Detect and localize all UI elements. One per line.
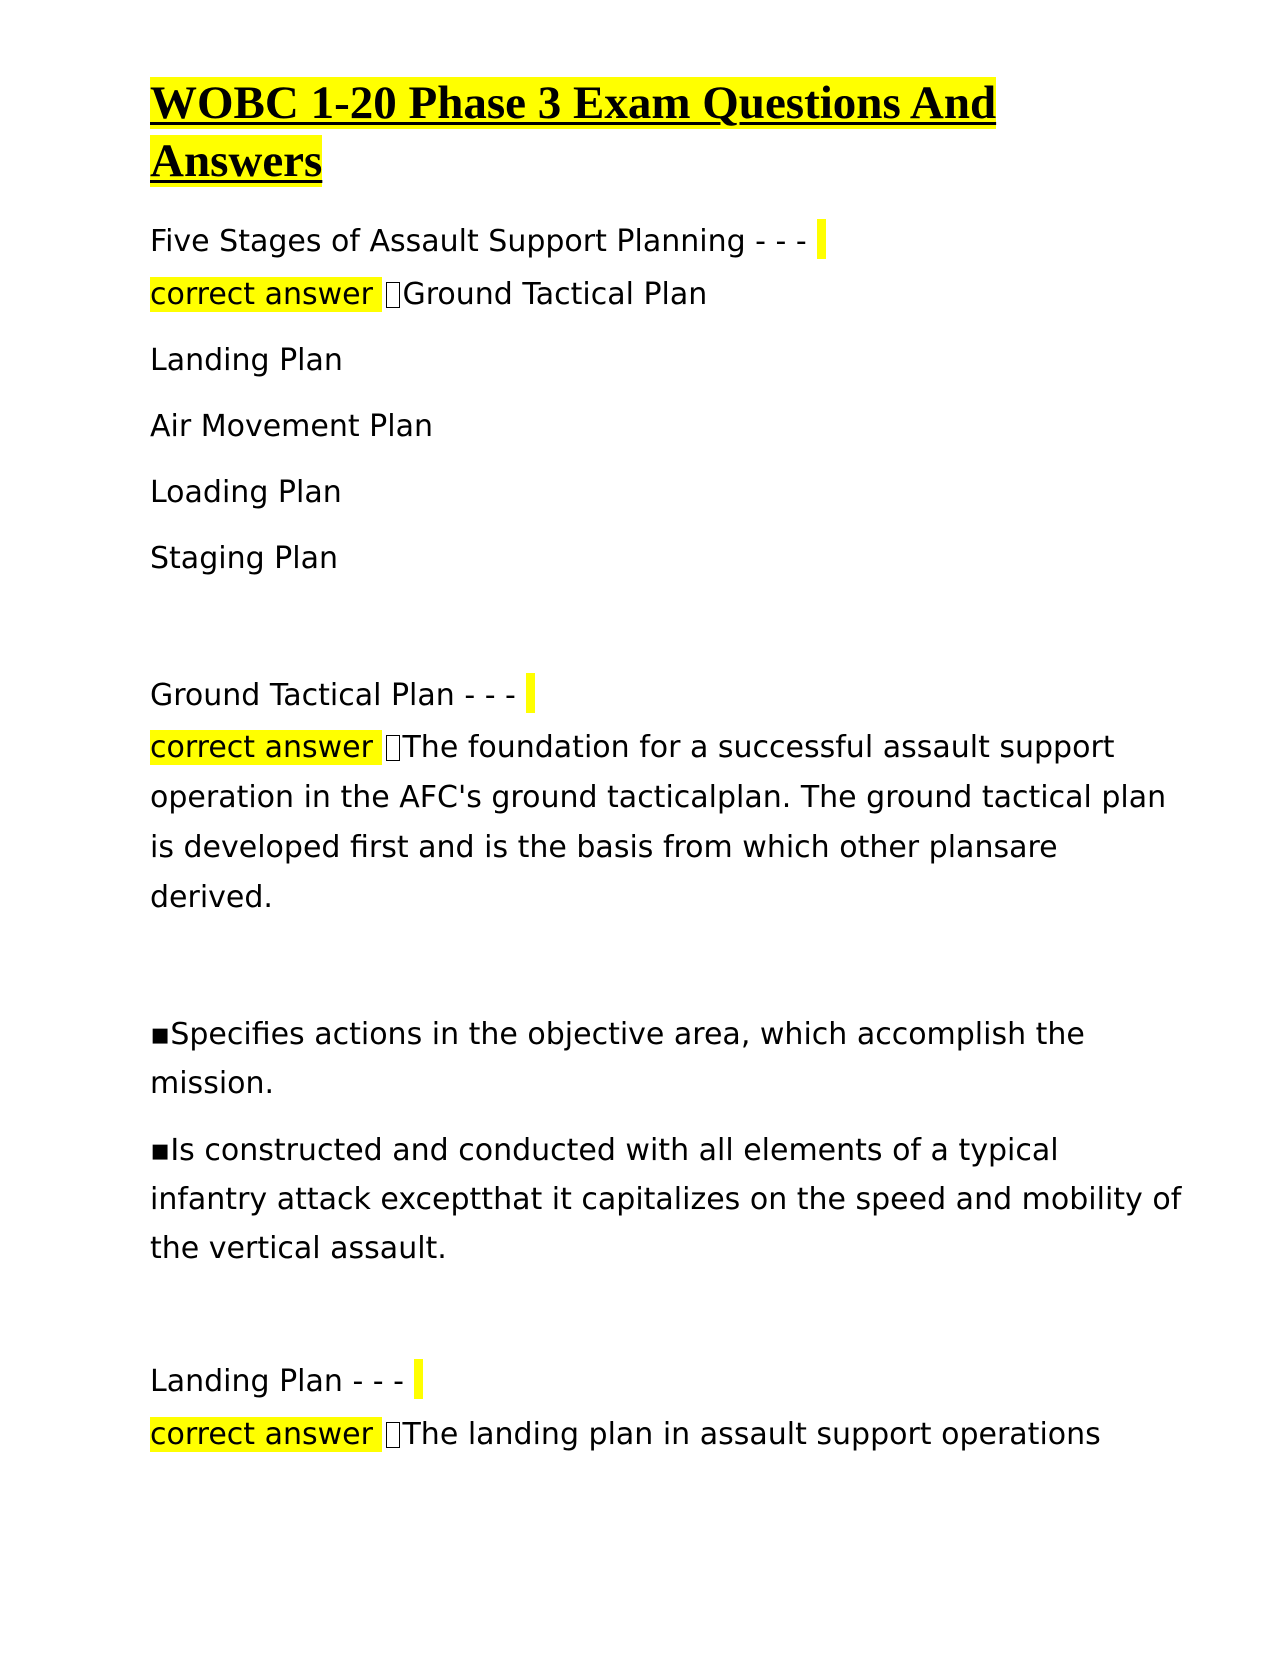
answer-2 [150, 723, 1115, 773]
answer-label: correct answer [150, 730, 383, 765]
answer-label: correct answer [150, 1417, 383, 1452]
bullet-2-line-3: the vertical assault. [150, 1231, 447, 1266]
document-title [150, 74, 1150, 190]
missing-glyph-icon [386, 1422, 400, 1448]
question-1 [150, 217, 826, 267]
missing-glyph-icon [386, 282, 400, 308]
bullet-2-line-1: ▪Is constructed and conducted with all elements of a typical [150, 1133, 1059, 1168]
list-item: Landing Plan [150, 343, 343, 378]
answer-label: correct answer [150, 277, 383, 312]
bullet-2-line-2: infantry attack exceptthat it capitalizes on the speed and mobility of [150, 1182, 1182, 1217]
missing-glyph-icon [386, 735, 400, 761]
highlight-marker [526, 673, 535, 713]
answer-2-line-4: derived. [150, 880, 273, 915]
highlight-marker [817, 219, 826, 259]
title-line-2: Answers [150, 135, 323, 187]
question-3-text: Landing Plan - - - [150, 1364, 404, 1399]
list-item: Air Movement Plan [150, 409, 433, 444]
question-3 [150, 1357, 423, 1407]
answer-1 [150, 270, 707, 320]
bullet-1-line-2: mission. [150, 1066, 275, 1101]
list-item: Staging Plan [150, 541, 338, 576]
title-line-1: WOBC 1-20 Phase 3 Exam Questions And [150, 77, 997, 129]
bullet-1-line-1: ▪Specifies actions in the objective area, which accomplish the [150, 1017, 1085, 1052]
question-2 [150, 671, 535, 721]
answer-3-text: The landing plan in assault support operations [402, 1417, 1101, 1452]
list-item: Loading Plan [150, 475, 342, 510]
answer-1-text: Ground Tactical Plan [402, 277, 708, 312]
answer-3 [150, 1410, 1101, 1460]
question-2-text: Ground Tactical Plan - - - [150, 678, 516, 713]
highlight-marker [414, 1359, 423, 1399]
answer-2-line-3: is developed first and is the basis from which other plansare [150, 830, 1058, 865]
answer-2-line-2: operation in the AFC's ground tacticalplan. The ground tactical plan [150, 780, 1167, 815]
question-1-text: Five Stages of Assault Support Planning - - - [150, 224, 807, 259]
answer-2-line-1: The foundation for a successful assault support [402, 730, 1115, 765]
